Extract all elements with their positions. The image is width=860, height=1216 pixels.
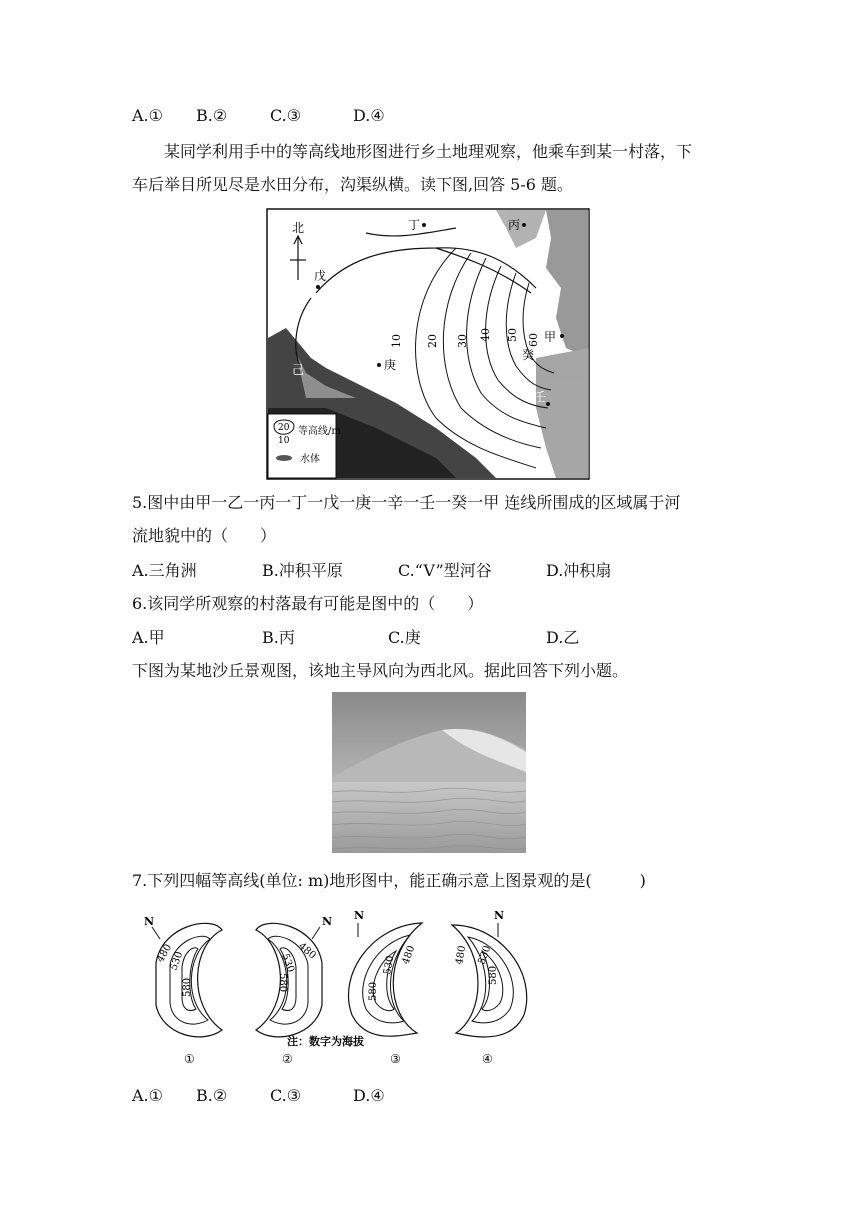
place-ren: 壬 xyxy=(534,390,547,404)
q5-option-b: B.冲积平原 xyxy=(262,561,343,580)
legend-water-label: 水体 xyxy=(300,454,320,465)
contour-label-20: 20 xyxy=(426,334,439,348)
panel-2-c530: 530 xyxy=(279,952,297,974)
panel-1-c480: 480 xyxy=(155,942,175,965)
panel-4-label: ④ xyxy=(482,1052,493,1066)
q5-stem-line2: 流地貌中的（ ） xyxy=(132,526,277,545)
north-label: 北 xyxy=(292,221,305,235)
intro-paragraph-line1: 某同学利用手中的等高线地形图进行乡土地理观察，他乘车到某一村落，下 xyxy=(164,142,693,161)
contour-label-50: 50 xyxy=(506,328,519,342)
place-xin: 辛 xyxy=(534,463,547,477)
option-a: A.① xyxy=(132,106,163,125)
option-b: B.② xyxy=(196,106,228,125)
intro-paragraph-line2: 车后举目所见尽是水田分布，沟渠纵横。读下图,回答 5-6 题。 xyxy=(132,175,574,194)
q7-stem: 7.下列四幅等高线(单位: m)地形图中，能正确示意上图景观的是( ) xyxy=(132,871,646,890)
contour-map xyxy=(266,208,590,480)
panel-3-label: ③ xyxy=(390,1052,401,1066)
panel-4-c580: 580 xyxy=(488,965,499,985)
q5-option-a: A.三角洲 xyxy=(132,561,197,580)
panel-3-c580: 580 xyxy=(368,981,379,1001)
legend-contour-label: 等高线/m xyxy=(298,426,341,437)
map-legend xyxy=(268,414,341,478)
option-c: C.③ xyxy=(270,106,302,125)
intro-paragraph-2: 下图为某地沙丘景观图，该地主导风向为西北风。据此回答下列小题。 xyxy=(132,661,629,680)
q6-stem: 6.该同学所观察的村落最有可能是图中的（ ） xyxy=(132,594,484,613)
q7-option-d: D.④ xyxy=(353,1086,385,1105)
panel-3-c530: 530 xyxy=(382,954,397,976)
panel-2-c480: 480 xyxy=(296,940,318,962)
q5-option-d: D.冲积扇 xyxy=(546,561,612,580)
q5-stem-line1: 5.图中由甲一乙一丙一丁一戊一庚一辛一壬一癸一甲 连线所围成的区域属于河 xyxy=(132,493,681,512)
place-geng: 庚 xyxy=(384,358,397,372)
panel-4-north: N xyxy=(494,909,505,922)
place-bing: 丙 xyxy=(508,218,521,232)
place-gui: 癸 xyxy=(522,348,535,362)
place-ding: 丁 xyxy=(408,218,421,232)
sand-dune-photo xyxy=(332,692,526,853)
contour-label-40: 40 xyxy=(479,328,492,342)
figure-note: 注：数字为海拔 xyxy=(287,1035,364,1048)
contour-label-10: 10 xyxy=(390,334,403,348)
panel-4-c480: 480 xyxy=(454,944,469,966)
panel-3-c480: 480 xyxy=(400,944,418,967)
q6-option-a: A.甲 xyxy=(132,628,165,647)
q7-option-c: C.③ xyxy=(270,1086,302,1105)
panel-2-c580: 580 xyxy=(277,973,288,993)
panel-1 xyxy=(144,915,222,1066)
panel-1-north: N xyxy=(144,915,155,928)
place-wu: 戊 xyxy=(314,269,327,283)
contour-label-60: 60 xyxy=(527,333,540,347)
option-d: D.④ xyxy=(353,106,385,125)
q6-option-c: C.庚 xyxy=(388,628,421,647)
dune-contour-figure xyxy=(132,905,536,1070)
panel-4 xyxy=(452,909,527,1066)
place-ji: 己 xyxy=(292,363,305,377)
contour-label-30: 30 xyxy=(456,334,469,348)
place-jia: 甲 xyxy=(544,330,557,344)
q7-option-b: B.② xyxy=(196,1086,228,1105)
panel-1-c580: 580 xyxy=(182,977,193,997)
q6-option-d: D.乙 xyxy=(546,628,580,647)
panel-4-c530: 530 xyxy=(476,944,494,967)
q6-option-b: B.丙 xyxy=(262,628,295,647)
q5-option-c: C.“V”型河谷 xyxy=(398,561,492,580)
legend-contour-20: 20 xyxy=(278,423,290,433)
panel-2-label: ② xyxy=(282,1052,293,1066)
panel-1-c530: 530 xyxy=(168,950,186,973)
panel-2-north: N xyxy=(322,915,333,928)
legend-contour-10: 10 xyxy=(278,436,290,446)
panel-3-north: N xyxy=(354,909,365,922)
q7-option-a: A.① xyxy=(132,1086,163,1105)
panel-1-label: ① xyxy=(184,1052,195,1066)
